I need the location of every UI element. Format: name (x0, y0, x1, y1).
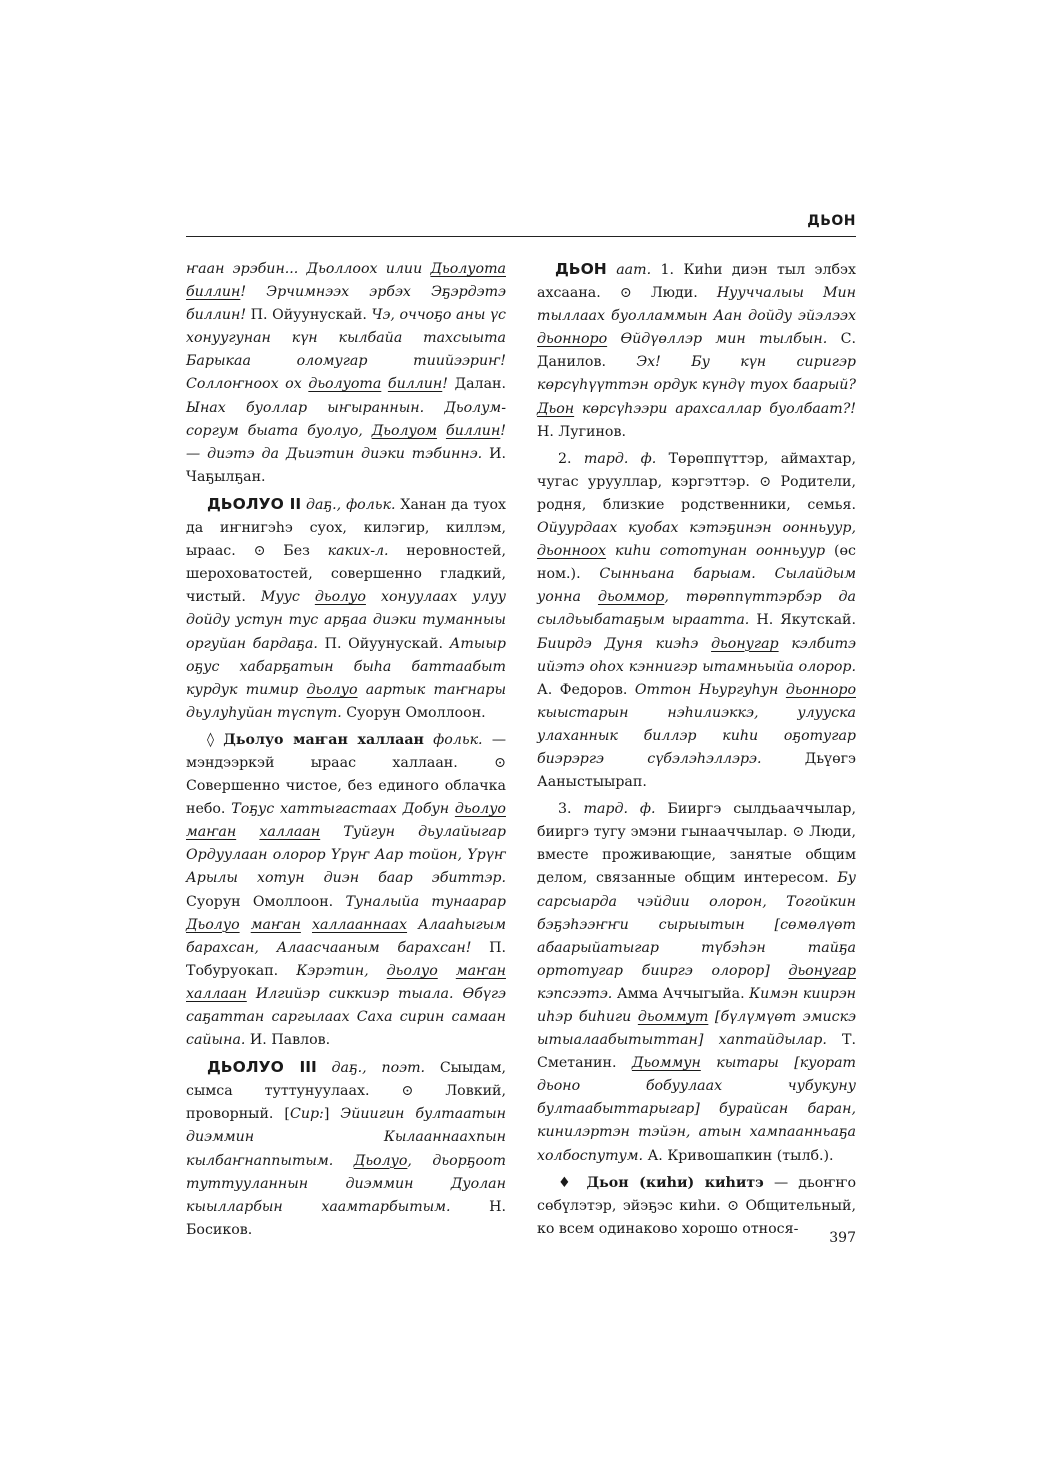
text-run: Өйдүөллэр мин тылбын. (607, 331, 841, 348)
text-run: ДЬОЛУО II (207, 494, 302, 513)
text-run: Бииргэ сылдьааччылар, бииргэ тугу эмэни гынааччылар. ⊙ Люди, вместе проживающие, занятые общим делом, связанные общим интересом. (537, 801, 856, 887)
text-run: кэлбитэ ийэтэ оһох кэннигэр ытамньыйа олорор. (537, 635, 856, 675)
entry-dyoluo-iii (186, 1056, 506, 1242)
text-run: маҥан (250, 916, 301, 933)
text-run: Туналыйа тунаарар (345, 893, 506, 910)
text-run: кыыстарын нэһилиэккэ, улууска улаханнык биллэр киһи оҕотугар биэрэргэ сүбэлэһэллэрэ. (537, 704, 856, 767)
text-run: дьонноох (537, 543, 607, 560)
text-run: П. Ойуунускай. (324, 635, 450, 652)
text-run: кытары [куорат дьоно бобуулаах чубукуну бултаабыттарыгар] бурайсан баран, кинилэртэн тэйэн, атын хампаанньаҕа холбоспутум. (537, 1055, 857, 1164)
text-run: фольк. (423, 731, 492, 748)
text-run: Дьолуом (371, 422, 438, 439)
text-run: П. Ойуунускай. (250, 307, 372, 324)
text-run: көрсүһээри арахсаллар буолбаат?! (574, 400, 856, 417)
text-run: Н. Босиков. (186, 1198, 506, 1238)
text-run: халлаан (186, 985, 247, 1002)
text-run: Н. Лугинов. (537, 423, 626, 440)
text-run: Дьон (537, 400, 575, 417)
text-run: ♦ (558, 1174, 587, 1191)
text-run: дьолуо (454, 801, 506, 818)
text-run: [бүлүмүөт эмискэ ытыалаабытыттан] хаптайдылар. (537, 1009, 856, 1049)
text-run: ◊ (207, 731, 224, 748)
text-run: аат. (606, 262, 661, 278)
text-run: дьолуо (314, 589, 366, 606)
text-run: дьолуота (308, 376, 382, 393)
text-run (301, 917, 312, 933)
text-run: маҥан (186, 824, 237, 841)
text-run: Сынньана барыам. Сылайдым уонна (537, 566, 856, 606)
left-column (186, 258, 506, 1242)
entry-dyoluo-ii (186, 493, 506, 725)
text-run: Муус (260, 589, 315, 606)
text-run: дьоммут (637, 1009, 709, 1025)
text-run: дьоммор (597, 589, 665, 606)
text-run: кэпсээтэ. (537, 985, 617, 1002)
text-run: Дьолуота (430, 261, 506, 277)
text-run: дьонноро (537, 331, 608, 348)
text-run: Дьолуо (353, 1152, 408, 1169)
text-run: А. Федоров. (537, 681, 635, 698)
text-run: Бу сарсыарда чэйдии олорон, Тогойкин бэҕэһээҥҥи сырыытын [сөмөлүөт абаарыйатыгар түбэһэн тайҕа ортотугар бииргэ олорор] (537, 870, 856, 979)
text-run: И. Павлов. (249, 1032, 331, 1049)
text-run: Кэрэтин, (296, 962, 387, 979)
text-run: Суорун Омоллоон. (186, 893, 346, 910)
text-run: — мэндээркэй ыраас халлаан. ⊙ Совершенно чистое, без единого облачка небо. (186, 731, 506, 818)
text-run: Дьон (киһи) киһитэ (586, 1174, 764, 1191)
text-run: (өс ном.). (537, 543, 856, 583)
text-run: ДЬОН (555, 260, 607, 278)
text-run: маҥан (455, 962, 506, 979)
page-header (186, 210, 856, 237)
right-column (537, 258, 856, 1241)
text-run: хонуулаах улуу дойду устун тус арҕаа диэки туманныы оргуйан бардаҕа. (186, 589, 506, 652)
text-run: тард. ф. (583, 450, 669, 467)
text-run: ! — диэтэ да Дьиэтин диэки тэбиннэ. (186, 422, 506, 462)
entry-dyon-sense-3 (537, 798, 856, 1168)
text-run: ] (323, 1106, 341, 1123)
text-run: дьонугар (711, 635, 779, 652)
entry-dyon-idiom (537, 1172, 856, 1241)
text-run: Сыыдам, сымса туттунуулаах. ⊙ Ловкий, проворный. [ (186, 1060, 506, 1123)
text-run: 1. Киһи диэн тыл элбэх ахсаана. ⊙ Люди. (537, 262, 856, 302)
text-run: Биирдэ Дуня киэһэ (537, 635, 712, 652)
text-run: П. Тобуруокап. (186, 939, 506, 979)
text-run: Нууччалыы Мин тыллаах буолламмын Аан дойду эйэлээх (537, 285, 856, 325)
text-run: Атыыр оҕус хабарҕатын быһа баттаабыт курдук тимир (186, 635, 506, 698)
entry-dyoluo-ii-idiom (186, 729, 506, 1052)
text-run: аартык таҥнары дьулуһуйан түспүт. (186, 681, 507, 721)
text-run: биллин (445, 422, 501, 439)
text-run: Далан. (454, 376, 506, 393)
text-run: Эх! Бу күн сиригэр көрсүһүүттэн ордук күндү туох баарый? (537, 354, 856, 394)
text-run: И. Чаҕылҕан. (186, 445, 506, 485)
text-run: Алааһыгым барахсан, Алаасчааным барахсан! (186, 916, 507, 956)
entry-dyon-sense-2 (537, 448, 856, 794)
text-run: ДЬОЛУО III (207, 1058, 317, 1077)
text-run: Дьолуо маҥан халлаан (223, 731, 424, 748)
text-run: Ханан да туох да иҥнигэһэ суох, килэгир, киллэм, ыраас. ⊙ Без (186, 496, 506, 560)
text-run: биллин (186, 284, 241, 301)
text-run (240, 917, 251, 933)
text-run: Ынах буоллар ыҥыраннын. Дьолум-соргум быата буолуо, (186, 399, 506, 439)
text-run: ! (442, 376, 455, 393)
text-run: дьолуо (386, 962, 438, 979)
text-run: даҕ., поэт. (316, 1060, 440, 1077)
text-run: Оттон Ньургуһун (634, 681, 786, 698)
text-run: 3. (558, 801, 584, 818)
text-run: Дьүөгэ Ааныстыырап. (537, 750, 856, 791)
text-run: биллин (387, 376, 443, 393)
text-run: ! Эрчимнээх эрбэх Эҕэрдэтэ биллин! (186, 284, 506, 324)
text-run: Кимэн киирэн иһэр биһиги (537, 985, 856, 1025)
text-run (438, 963, 456, 979)
text-run: Суорун Омоллоон. (346, 704, 486, 721)
page-number: 397 (829, 1230, 856, 1246)
text-run: даҕ., фольк. (301, 496, 401, 513)
text-run: халлааннаах (311, 916, 408, 933)
running-head: ДЬОН (807, 213, 856, 229)
text-run: — дьоҥҥо сөбүлэтэр, эйэҕэс киһи. ⊙ Общительный, ко всем одинаково хорошо относя- (537, 1174, 856, 1237)
text-run: А. Кривошапкин (тылб.). (647, 1147, 834, 1164)
text-run: Дьолуо (186, 916, 240, 933)
text-run: Эйиигин бултаатын диэммин Кылааннаахпын кылбаҥнаппытым. (186, 1106, 507, 1169)
text-run: Тоҕус хаттыгастаах Добун (231, 801, 455, 818)
text-run: дьонугар (788, 962, 856, 979)
text-run: Сир: (289, 1106, 324, 1123)
text-run: С. Данилов. (537, 331, 856, 371)
text-run (381, 376, 388, 392)
text-run: Н. Якутскай. (756, 612, 857, 629)
text-run: дьонноро (785, 681, 856, 698)
text-run: Чэ, оччоҕо аны үс хонуугунан күн кылбайа тахсыыта Барыкаа оломугар тиийээриҥ! Соллоҥноох ох (186, 307, 507, 393)
text-run (236, 824, 259, 840)
text-run: Төрөппүттэр, аймахтар, чугас урууллар, кэргэттэр. ⊙ Родители, родня, близкие родственники, семья. (537, 450, 857, 513)
text-run: дьолуо (306, 681, 358, 698)
text-run: 2. (558, 450, 584, 467)
entry-dyon-sense-1 (537, 258, 856, 444)
text-run: неровностей, шероховатостей, совершенно гладкий, чистый. (186, 543, 506, 606)
text-run: , төрөппүттэрбэр да сылдьыбатаҕым ыраатта. (537, 589, 856, 629)
text-run: киһи сототунан оонньуур (606, 543, 834, 560)
text-run: халлаан (259, 824, 321, 841)
text-run: тард. ф. (583, 801, 668, 818)
text-run: ҥаан эрэбин... Дьоллоох илии (186, 261, 431, 277)
text-run: Т. Сметанин. (537, 1032, 856, 1072)
text-run (437, 423, 446, 439)
entry-dyoluo-i-continuation (186, 258, 506, 489)
text-run: Дьоммун (631, 1055, 701, 1072)
text-run: Амма Аччыгыйа. (616, 985, 750, 1002)
text-run: каких-л. (327, 543, 407, 560)
text-run: Ойуурдаах куобах кэтэҕинэн оонньуур, (537, 520, 856, 537)
text-run: , дьорҕоот туттууланнын диэммин Дуолан кыылларбын хаамтарбытым. (186, 1152, 507, 1215)
text-run: Илгийэр сиккиэр тыала. Өбүгэ саҕаттан саргылаах Саха сирин самаан сайына. (186, 985, 506, 1049)
text-run: Туйгун дьулайыгар Ордуулаан олорор Үрүҥ Аар тойон, Үрүҥ Арылы хотун диэн баар эбиттэр. (186, 824, 506, 887)
